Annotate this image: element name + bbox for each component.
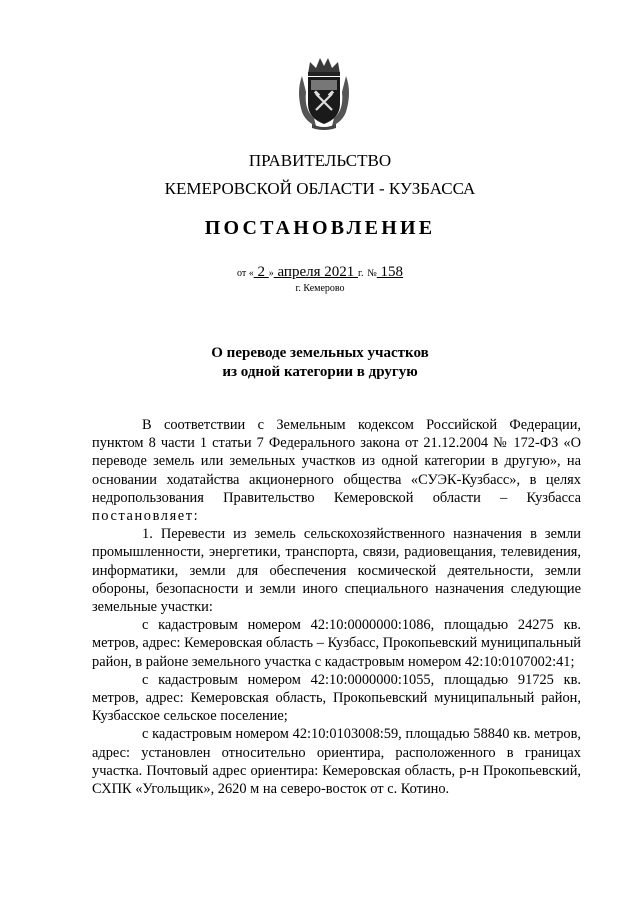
date-prefix: от « (236, 268, 254, 279)
subject-heading (0, 344, 640, 382)
subject-line1: О переводе земельных участков (211, 345, 429, 361)
plot-1-paragraph: с кадастровым номером 42:10:0000000:1086, площадью 24275 кв. метров, адрес: Кемеровская область – Кузбасс, Прокопьевский муниципальный район, в районе земельного участка с кадастровым номером 42:10:0107002:41; (92, 617, 581, 670)
date-number-line (0, 264, 640, 281)
date-day: 2 (253, 264, 269, 280)
intro-text: В соответствии с Земельным кодексом Российской Федерации, пунктом 8 части 1 статьи 7 Федерального закона от 21.12.2004 № 172-ФЗ «О переводе земель или земельных участков из одной категории в другую», на основании ходатайства акционерного общества «СУЭК-Кузбасс», в целях недропользования Правительство Кемеровской области – Кузбасса (92, 417, 581, 506)
org-name-line1: ПРАВИТЕЛЬСТВО (248, 151, 392, 170)
document-body (92, 416, 581, 798)
date-quote-close: » (268, 268, 274, 279)
kuzbass-coat-of-arms-icon (296, 52, 352, 132)
subject-line2: из одной категории в другую (222, 364, 418, 380)
org-name-line2: КЕМЕРОВСКОЙ ОБЛАСТИ - КУЗБАССА (164, 179, 476, 198)
intro-paragraph (92, 416, 581, 525)
decree-word: постановляет: (92, 508, 200, 525)
item-1-paragraph: 1. Перевести из земель сельскохозяйственного назначения в земли промышленности, энергетики, транспорта, связи, радиовещания, телевидения, информатики, земли для обеспечения космической деятельности, земли обороны, безопасности и земли иного специального назначения следующие земельные участки: (92, 526, 581, 616)
year-abbr: г. (358, 268, 364, 279)
document-number: 158 (376, 264, 404, 280)
city-name: г. Кемерово (295, 283, 345, 294)
date-month-year: апреля 2021 (273, 264, 358, 280)
plot-2-paragraph: с кадастровым номером 42:10:0000000:1055, площадью 91725 кв. метров, адрес: Кемеровская область, Прокопьевский муниципальный район, Кузбасское сельское поселение; (92, 671, 581, 725)
plot-3-paragraph: с кадастровым номером 42:10:0103008:59, площадью 58840 кв. метров, адрес: установлен относительно ориентира, расположенного в границах участка. Почтовый адрес ориентира: Кемеровская область, р-н Прокопьевский, СХПК «Угольщик», 2620 м на северо-восток от с. Котино. (92, 726, 581, 798)
number-label: № (367, 268, 377, 279)
document-type-title: ПОСТАНОВЛЕНИЕ (204, 217, 436, 239)
